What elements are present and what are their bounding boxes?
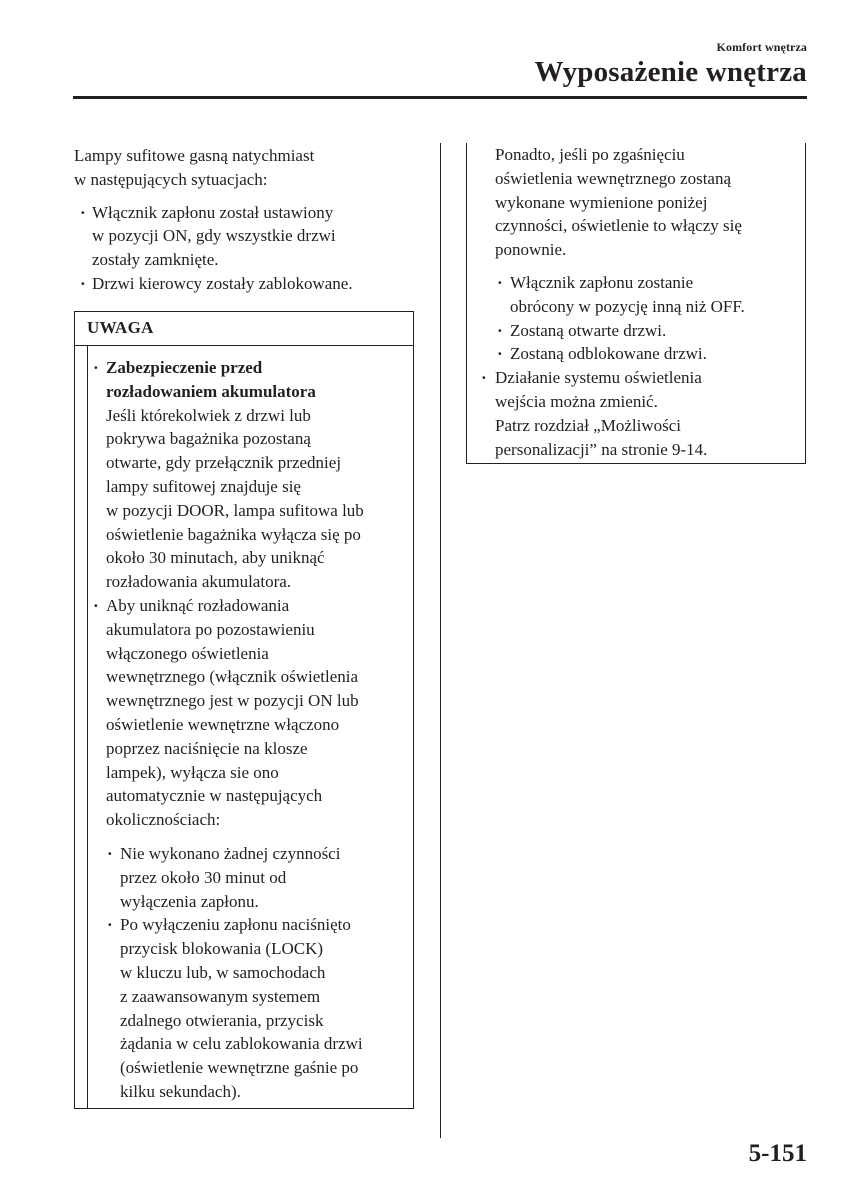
notice-continuation-box <box>466 143 806 464</box>
notice-sub-list <box>103 842 413 1104</box>
section-header: Komfort wnętrza <box>716 40 807 54</box>
header-rule <box>73 96 807 99</box>
intro-paragraph: Lampy sufitowe gasną natychmiast w następujących sytuacjach: <box>74 146 315 189</box>
notice-item-title: · Zabezpieczenie przed rozładowaniem akumulatora <box>106 358 316 401</box>
list-item: · Drzwi kierowcy zostały zablokowane. <box>74 272 424 296</box>
continuation-sub-list <box>492 271 805 366</box>
list-item: · Włącznik zapłonu zostanie obrócony w pozycję inną niż OFF. <box>492 271 805 319</box>
notice-item <box>89 356 413 594</box>
left-column <box>74 144 424 296</box>
intro-bullet-list <box>74 201 424 296</box>
notice-heading: UWAGA <box>75 312 413 346</box>
list-item: · Po wyłączeniu zapłonu naciśnięto przycisk blokowania (LOCK) w kluczu lub, w samochodach z zaawansowanym systemem zdalnego otwierania, przycisk żądania w celu zablokowania drzwi (oświetlenie wewnętrzne gaśnie po kilku sekundach). <box>103 913 413 1103</box>
list-item: · Działanie systemu oświetlenia wejścia można zmienić. Patrz rozdział „Możliwości personalizacji” na stronie 9-14. <box>478 366 805 461</box>
notice-item-text: Jeśli którekolwiek z drzwi lub pokrywa bagażnika pozostaną otwarte, gdy przełącznik przedniej lampy sufitowej znajduje się w pozycji DOOR, lampa sufitowa lub oświetlenie bagażnika wyłącza się po około 30 minutach, aby uniknąć rozładowania akumulatora. <box>106 405 364 592</box>
page-title: Wyposażenie wnętrza <box>534 56 807 88</box>
list-item: · Nie wykonano żadnej czynności przez około 30 minut od wyłączenia zapłonu. <box>103 842 413 913</box>
notice-body <box>87 346 413 1108</box>
notice-box <box>74 311 414 1109</box>
page-number: 5-151 <box>748 1140 807 1167</box>
list-item: · Zostaną odblokowane drzwi. <box>492 342 805 366</box>
continuation-paragraph: Ponadto, jeśli po zgaśnięciu oświetlenia wewnętrznego zostaną wykonane wymienione poniżej czynności, oświetlenie to włączy się ponownie. <box>495 145 742 260</box>
notice-item <box>89 594 413 832</box>
column-divider <box>440 143 441 1138</box>
list-item: · Włącznik zapłonu został ustawiony w pozycji ON, gdy wszystkie drzwi zostały zamknięte. <box>74 201 424 272</box>
list-item: · Zostaną otwarte drzwi. <box>492 319 805 343</box>
notice-item-text: · Aby uniknąć rozładowania akumulatora po pozostawieniu włączonego oświetlenia wewnętrznego (włącznik oświetlenia wewnętrznego jest w pozycji ON lub oświetlenie wewnętrzne włączono poprzez naciśnięcie na klosze lampek), wyłącza sie ono automatycznie w następujących okolicznościach: <box>106 595 359 830</box>
